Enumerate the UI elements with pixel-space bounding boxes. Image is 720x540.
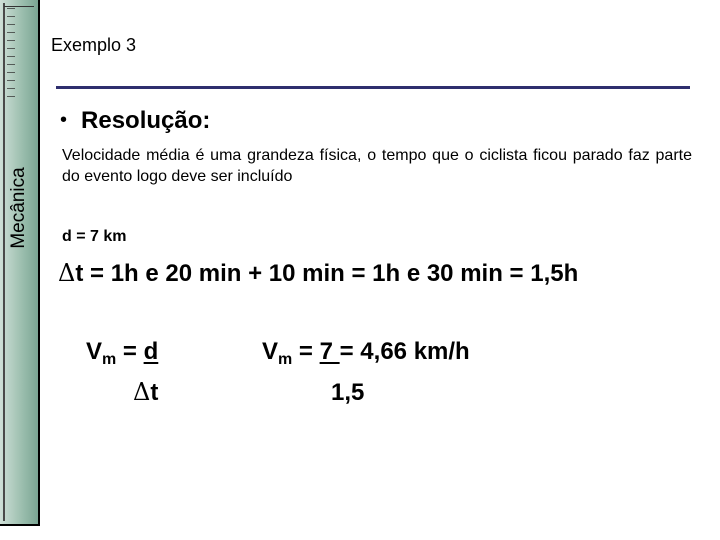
formula-equals: =: [116, 338, 144, 365]
velocity-subscript: m: [102, 351, 117, 368]
velocity-result: = 4,66 km/h: [339, 338, 470, 365]
velocity-formula-denominator: [133, 378, 158, 407]
bullet-icon: •: [60, 109, 68, 131]
explanation-paragraph: Velocidade média é uma grandeza física, o tempo que o ciclista ficou parado faz parte do evento logo deve ser incluído: [62, 147, 692, 185]
velocity-var: V: [262, 338, 279, 365]
distance-value: d = 7 km: [62, 228, 127, 245]
time-interval-text: t = 1h e 20 min + 10 min = 1h e 30 min = 1,5h: [75, 260, 579, 287]
resolution-heading: [60, 107, 210, 135]
formula-numerator: d: [143, 338, 159, 365]
velocity-result-denominator: 1,5: [331, 379, 365, 406]
velocity-formula-numerator-line: [86, 338, 158, 366]
side-bar-top-mark: [4, 6, 34, 7]
resolution-heading-text: Resolução:: [81, 107, 211, 134]
time-interval-equation: [58, 259, 578, 288]
delta-symbol: Δ: [58, 259, 76, 287]
slide-title: Exemplo 3: [51, 35, 137, 55]
delta-symbol: Δ: [133, 378, 151, 406]
sidebar-subject-label: Mecânica: [8, 167, 29, 249]
formula-denominator: t: [150, 379, 159, 406]
side-bar-edge-line: [3, 3, 5, 521]
formula-equals: =: [292, 338, 320, 365]
velocity-subscript: m: [278, 351, 293, 368]
velocity-var: V: [86, 338, 103, 365]
formula-numerator: 7: [319, 338, 340, 365]
velocity-result-numerator-line: [262, 338, 470, 366]
side-bar-tick-marks: [7, 8, 15, 98]
title-rule-divider: [56, 86, 690, 89]
side-bar: [0, 0, 40, 526]
